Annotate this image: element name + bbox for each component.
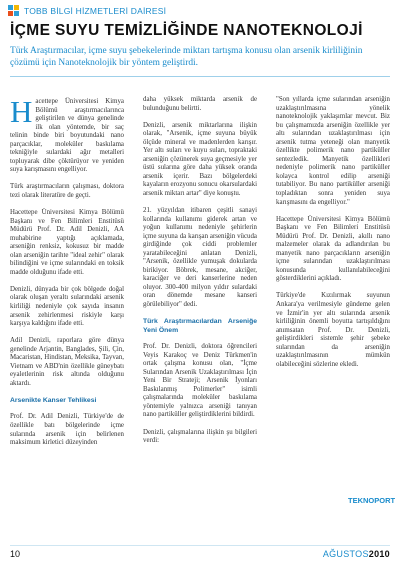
paragraph: Prof. Dr. Adil Denizli, Türkiye'de de özellikle batı bölgelerinde içme sularında arsenik için belirlenen maksimum kirletici düzeyinden xyxy=(10,413,124,447)
department-name: TOBB BİLGİ HİZMETLERİ DAİRESİ xyxy=(24,6,167,16)
paragraph: Hacettepe Üniversitesi Kimya Bölümü Başkanı ve Fen Bilimleri Enstitüsü Müdürü Prof. Dr. Adil Denizli, AA muhabirine yaptığı açıklamada, arseniğin renksiz, kokusuz bir madde olan arseniğin tarihte "ideal zehir" olarak bilindiğini ve içme sularındaki en toksik madde olduğunu ifade etti. xyxy=(10,209,124,276)
source-credit: TEKNOPORT xyxy=(348,496,396,505)
paragraph: Hacettepe Üniversitesi Kimya Bölümü Başkanı ve Fen Bilimleri Enstitüsü Müdürü Prof. Dr. Denizli, akıllı nano malzemeler olarak da adlandırılan bu manyetik nano parçacıkların arseniğin içme sularından uzaklaştırılması konusunda kullanılabileceğini gösterdiklerini açıkladı. xyxy=(276,215,390,283)
paragraph-text: acettepe Üniversitesi Kimya Bölümü araştırmacılarınca geliştirilen ve dünya genelinde ilk olan yöntemde, bir saç telinin binde biri boyutundaki nano parçacıklar, moleküler baskılama tekniğiyle sulardaki ağır metalleri topluyarak dibe çöktürüyor ve yeniden suya karışmasını engelliyor. xyxy=(10,98,124,174)
paragraph: Denizli, arsenik miktarlarına ilişkin olarak, "Arsenik, içme suyuna büyük ölçüde mineral ve madenlerden karışır. Yer altı suları ve kuyu suları, topraktaki arseniğin çözünerek suya geçmesiyle yer üstü sularına göre daha yüksek oranda arsenik içerir. Bazı bölgelerdeki kayaların erozyonu sonucu okarsulardaki arsenik miktarı artar" diye konuştu. xyxy=(143,121,257,197)
paragraph: 21. yüzyıldan itibaren çeşitli sanayi kollarında kullanımı giderek artan ve yoğun kullanımı nedeniyle şehirlerin içme suyuna da karışan arseniğin vücuda girdiğinde çok ciddi problemler yaratabileceğini anlatan Denizli, "Arsenik, özellikle yumuşak dokularda birikiyor. Böbrek, mesane, akciğer, karaciğer ve deri kanserlerine neden oluyor. 300-400 milyon yıldır sulardaki oran dönemde mesane kanseri görülebiliyor" dedi. xyxy=(143,207,257,309)
page-header xyxy=(8,5,392,19)
issue-date xyxy=(323,549,390,559)
footer-divider xyxy=(10,545,390,546)
column-1 xyxy=(10,96,124,456)
paragraph: daha yüksek miktarda arsenik de bulunduğunu belirtti. xyxy=(143,96,257,112)
paragraph: Türkiye'de Kızılırmak suyunun Ankara'ya verilmesiyle gündeme gelen ve İzmir'in yer altı sularında arsenik kirliliğinin önemli boyutta tartışıldığını anımsatan Prof. Dr. Denizli, geliştirdikleri sistemle şehir şebeke sularından da arseniğin uzaklaştırılmasının mümkün olabileceğini sözlerine ekledi. xyxy=(276,292,390,368)
drop-cap: H xyxy=(10,94,33,129)
issue-month: AĞUSTOS xyxy=(322,549,369,559)
paragraph: Prof. Dr. Denizli, doktora öğrencileri Veyis Karakoç ve Deniz Türkmen'in ortak çalışma konusu olan, "İçme Sularından Arsenik Uzaklaştırılması İçin Yeni Bir Strateji; Arsenik İyonları Baskılanmış Polimerler" isimli çalışmalarında moleküler baskılama yöntemiyle yalnızca arseniği tanıyan nano partiküller geliştirdiklerini bildirdi. xyxy=(143,343,257,419)
subheading: Arsenikte Kanser Tehlikesi xyxy=(10,396,97,404)
paragraph: "Son yıllarda içme sularından arseniğin uzaklaştırılmasına yönelik nanoteknolojik yaklaşımlar mevcut. Biz bu çalışmamızda arseniğin özellikle yer altı sularından uzaklaştırılması için arsenik tutma yeteneği olan manyetik özellikte polimerik nano partiküller sentezledik. Manyetik özellikleri nedeniyle polimerik nano partiküller kolayca kontrol edilip arseniği tutabiliyor. Bu nano partiküller arseniği topladıktan sonra yeniden suya karışmasını da engelliyor." xyxy=(276,96,390,206)
paragraph: Denizli, çalışmalarına ilişkin şu bilgileri verdi: xyxy=(143,428,257,445)
divider xyxy=(10,76,390,77)
article-lead: Türk Araştırmacılar, içme suyu şebekelerinde miktarı tartışma konusu olan arsenik kirliliğinin çözümü için Nanoteknolojik bir yöntem geliştirdi. xyxy=(10,46,363,68)
tobb-logo-icon xyxy=(8,5,20,17)
paragraph: Denizli, dünyada bir çok bölgede doğal olarak oluşan yeraltı sularındaki arsenik kirliliği nedeniyle çok sayıda insanın arsenik zehirlenmesi riskiyle karşı karşıya kaldığını ifade etti. xyxy=(10,285,124,328)
paragraph: Türk araştırmacıların çalışması, doktora tezi olarak literatüre de geçti. xyxy=(10,183,124,199)
column-2 xyxy=(143,96,257,454)
paragraph: Adil Denizli, raporlara göre dünya genelinde Arjantin, Banglades, Şili, Çin, Macaristan, Hindistan, Meksika, Tayvan, Vietnam ve ABD'nin özellikle güneybatı eyaletlerinin risk altında olduğunu aktardı. xyxy=(10,337,124,387)
column-3 xyxy=(276,96,390,378)
paragraph xyxy=(10,94,124,175)
issue-year: 2010 xyxy=(368,549,390,559)
subheading: Türk Araştırmacılardan Arseniğe Yeni Önem xyxy=(143,318,257,334)
article-title: İÇME SUYU TEMİZLİĞİNDE NANOTEKNOLOJİ xyxy=(10,22,363,39)
page-number: 10 xyxy=(10,549,21,559)
